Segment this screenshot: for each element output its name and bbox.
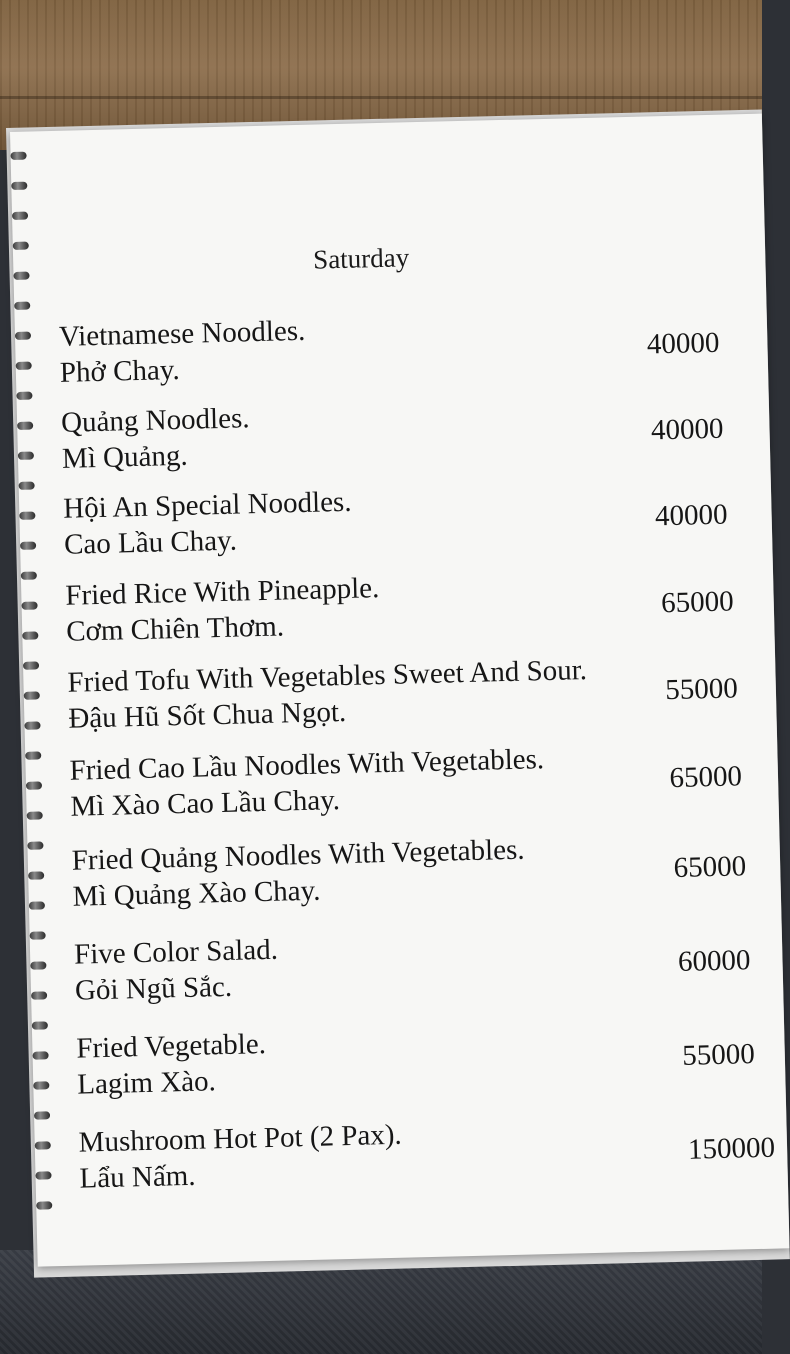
binding-ring (10, 152, 26, 160)
binding-ring (16, 362, 32, 370)
item-price: 65000 (673, 850, 747, 884)
table-seam (0, 96, 762, 99)
binding-ring (14, 302, 30, 310)
menu-item (59, 302, 761, 391)
binding-ring (34, 1111, 50, 1119)
binding-ring (27, 841, 43, 849)
binding-ring (18, 452, 34, 460)
menu-item (65, 561, 767, 650)
item-price: 55000 (664, 672, 739, 707)
binding-ring (35, 1141, 51, 1149)
menu-item (76, 1014, 778, 1103)
item-name-vi: Mì Xào Cao Lầu Chay. (70, 784, 341, 823)
item-price: 150000 (687, 1131, 776, 1166)
item-name-vi: Cơm Chiên Thơm. (65, 610, 285, 648)
menu-item (69, 736, 771, 825)
menu-item (63, 474, 765, 563)
item-name-vi: Mì Quảng Xào Chay. (72, 874, 321, 913)
binding-ring (24, 721, 40, 729)
binding-ring (30, 931, 46, 939)
binding-ring (13, 272, 29, 280)
binding-ring (19, 511, 35, 519)
item-price: 65000 (660, 585, 735, 620)
binding-ring (22, 631, 38, 639)
binding-ring (29, 901, 45, 909)
binding-ring (25, 751, 41, 759)
binding-ring (23, 661, 39, 669)
item-name-vi: Lẩu Nấm. (79, 1159, 196, 1195)
item-name-en: Quảng Noodles. (60, 402, 250, 439)
binding-ring (11, 182, 27, 190)
item-name-en: Five Color Salad. (73, 933, 279, 971)
item-price: 40000 (654, 498, 728, 533)
binding-ring (30, 961, 46, 969)
item-name-en: Fried Quảng Noodles With Vegetables. (71, 833, 525, 877)
item-price: 60000 (677, 944, 751, 978)
item-price: 40000 (646, 326, 720, 361)
binding-ring (36, 1201, 52, 1209)
menu-page (10, 114, 790, 1267)
menu-day-title: Saturday (312, 242, 410, 275)
binding-ring (35, 1171, 51, 1179)
item-name-vi: Cao Lầu Chay. (63, 524, 238, 561)
item-name-en: Fried Tofu With Vegetables Sweet And Sour. (67, 654, 588, 699)
binding-ring (21, 571, 37, 579)
binding-ring (32, 1051, 48, 1059)
item-name-en: Fried Cao Lầu Noodles With Vegetables. (69, 743, 545, 787)
menu-item (61, 388, 763, 477)
item-name-en: Fried Rice With Pineapple. (64, 572, 380, 612)
binding-ring (20, 541, 36, 549)
binding-ring (32, 1021, 48, 1029)
binding-ring (13, 242, 29, 250)
binding-ring (28, 871, 44, 879)
item-name-vi: Đậu Hũ Sốt Chua Ngọt. (67, 695, 347, 735)
binding-ring (24, 691, 40, 699)
item-name-vi: Lagim Xào. (76, 1065, 217, 1101)
menu-item (67, 648, 769, 737)
item-name-vi: Gỏi Ngũ Sắc. (74, 970, 233, 1007)
item-name-vi: Mì Quảng. (61, 439, 189, 475)
binding-ring (21, 601, 37, 609)
binding-ring (33, 1081, 49, 1089)
item-name-en: Mushroom Hot Pot (2 Pax). (78, 1118, 403, 1159)
item-name-en: Vietnamese Noodles. (58, 314, 306, 353)
binding-ring (26, 781, 42, 789)
spiral-binding-icon (10, 152, 55, 1262)
item-name-en: Fried Vegetable. (76, 1028, 267, 1065)
binding-ring (27, 811, 43, 819)
binding-ring (17, 422, 33, 430)
item-price: 65000 (669, 760, 743, 795)
item-price: 55000 (681, 1038, 756, 1072)
item-price: 40000 (650, 412, 724, 447)
binding-ring (19, 482, 35, 490)
binding-ring (31, 991, 47, 999)
menu-item (78, 1108, 780, 1197)
binding-ring (15, 332, 31, 340)
binding-ring (12, 212, 28, 220)
menu-item (71, 826, 773, 915)
item-name-en: Hội An Special Noodles. (62, 485, 352, 525)
item-name-vi: Phở Chay. (59, 353, 181, 389)
menu-item (74, 920, 776, 1009)
binding-ring (16, 392, 32, 400)
